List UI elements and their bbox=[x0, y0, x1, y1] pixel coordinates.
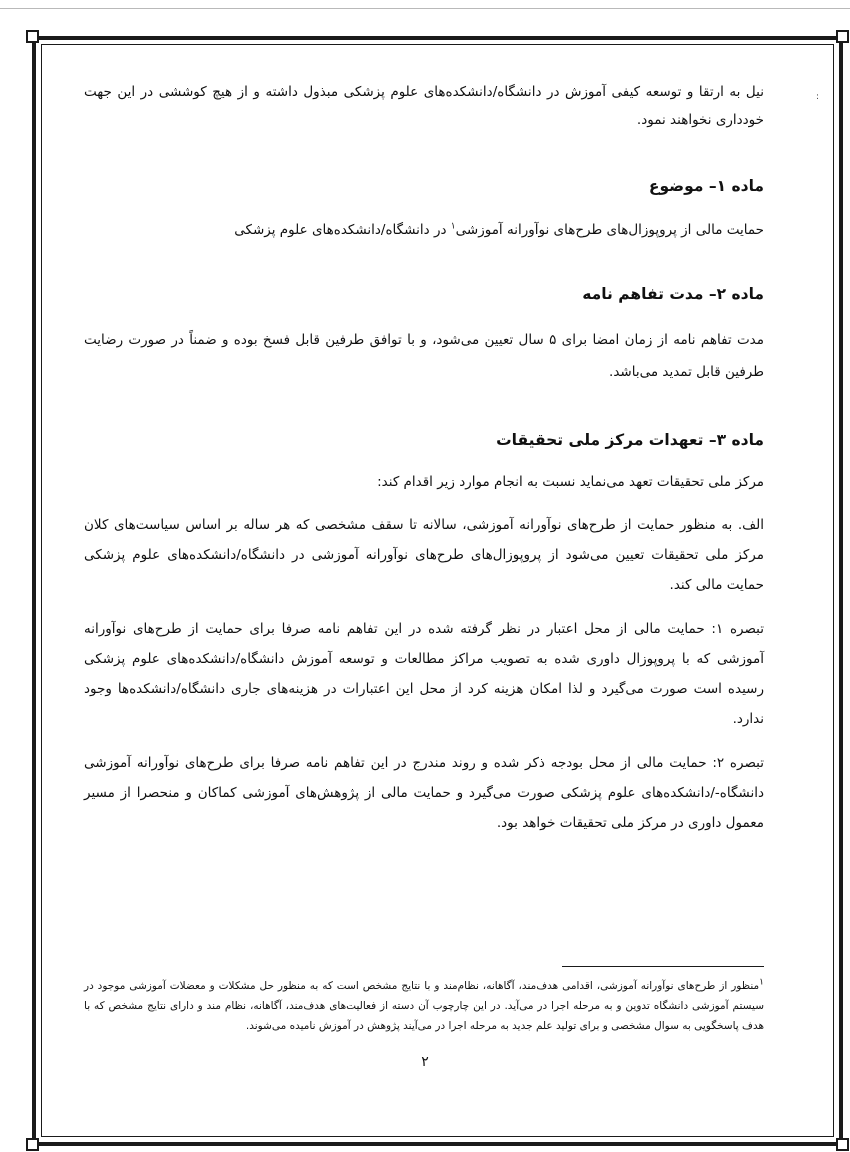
footnote-reference: ۱ bbox=[450, 221, 456, 232]
article-1-text-tail: در دانشگاه/دانشکده‌های علوم پزشکی bbox=[234, 222, 451, 238]
article-3-heading: ماده ۳– تعهدات مرکز ملی تحقیقات bbox=[496, 431, 764, 449]
border-corner-bottom-left bbox=[26, 1138, 39, 1151]
footnote-text: منظور از طرح‌های نوآورانه آموزشی، اقدامی هدف‌مند، آگاهانه، نظام‌مند و با نتایج مشخص است که به منظور حل مشکلات و معضلات آموزشی موجود در سیستم آموزشی دانشگاه تدوین و به مرحله اجرا در می‌آید. در این چارچوب آن دسته از فعالیت‌های هدف‌مند، آگاهانه، نظام مند و دارای نتایج مشخص که با هدف پاسخگویی به سوال مشخصی و برای تولید علم جدید به مرحله اجرا در می‌آیند پژوهش در آموزش نامیده می‌شوند. bbox=[84, 980, 764, 1032]
article-1-heading: ماده ۱– موضوع bbox=[648, 177, 764, 195]
document-body bbox=[84, 78, 764, 838]
footnote-separator bbox=[562, 966, 764, 967]
article-2-heading: ماده ۲– مدت تفاهم نامه bbox=[582, 285, 764, 303]
article-1-text bbox=[84, 216, 764, 244]
article-3-note-2: تبصره ۲: حمایت مالی از محل بودجه ذکر شده و روند مندرج در این تفاهم نامه صرفا برای طرح‌های نوآورانه آموزشی دانشگاه-/دانشکده‌های علوم پزشکی صورت می‌گیرد و حمایت مالی از پژوهش‌های آموزشی کماکان و منحصرا از مسیر معمول داوری در مرکز ملی تحقیقات خواهد بود. bbox=[84, 755, 764, 831]
border-corner-top-right bbox=[836, 30, 849, 43]
article-1-text-main: حمایت مالی از پروپوزال‌های طرح‌های نوآورانه آموزشی bbox=[455, 222, 764, 238]
border-corner-top-left bbox=[26, 30, 39, 43]
footnote bbox=[84, 976, 764, 1036]
intro-paragraph: نیل به ارتقا و توسعه کیفی آموزش در دانشگاه/دانشکده‌های علوم پزشکی مبذول داشته و از هیچ کوششی در این جهت خودداری نخواهند نمود. bbox=[84, 84, 764, 128]
margin-mark: : bbox=[816, 92, 820, 102]
footnote-marker: ۱ bbox=[759, 977, 764, 988]
page-number: ۲ bbox=[421, 1054, 429, 1070]
scan-top-edge bbox=[0, 8, 850, 9]
article-2-text: مدت تفاهم نامه از زمان امضا برای ۵ سال تعیین می‌شود، و با توافق طرفین قابل فسخ بوده و ضمناً در صورت رضایت طرفین قابل تمدید می‌باشد. bbox=[84, 332, 764, 380]
article-3-note-1: تبصره ۱: حمایت مالی از محل اعتبار در نظر گرفته شده در این تفاهم نامه صرفا برای حمایت از طرح‌های نوآورانه آموزشی که با پروپوزال داوری شده به تصویب مراکز مطالعات و توسعه آموزش دانشگاه/دانشکده‌های علوم پزشکی رسیده است صورت می‌گیرد و لذا امکان هزینه کرد از محل این اعتبارات در هزینه‌های جاری دانشگاه/دانشکده‌ها وجود ندارد. bbox=[84, 621, 765, 727]
article-3-clause-a: الف. به منظور حمایت از طرح‌های نوآورانه آموزشی، سالانه تا سقف مشخصی که هر ساله بر اساس سیاست‌های کلان مرکز ملی تحقیقات تعیین می‌شود از پروپوزال‌های طرح‌های نوآورانه آموزشی در دانشگاه/دانشکده‌های علوم پزشکی حمایت مالی کند. bbox=[84, 517, 764, 593]
border-corner-bottom-right bbox=[836, 1138, 849, 1151]
article-3-intro: مرکز ملی تحقیقات تعهد می‌نماید نسبت به انجام موارد زیر اقدام کند: bbox=[377, 474, 764, 490]
